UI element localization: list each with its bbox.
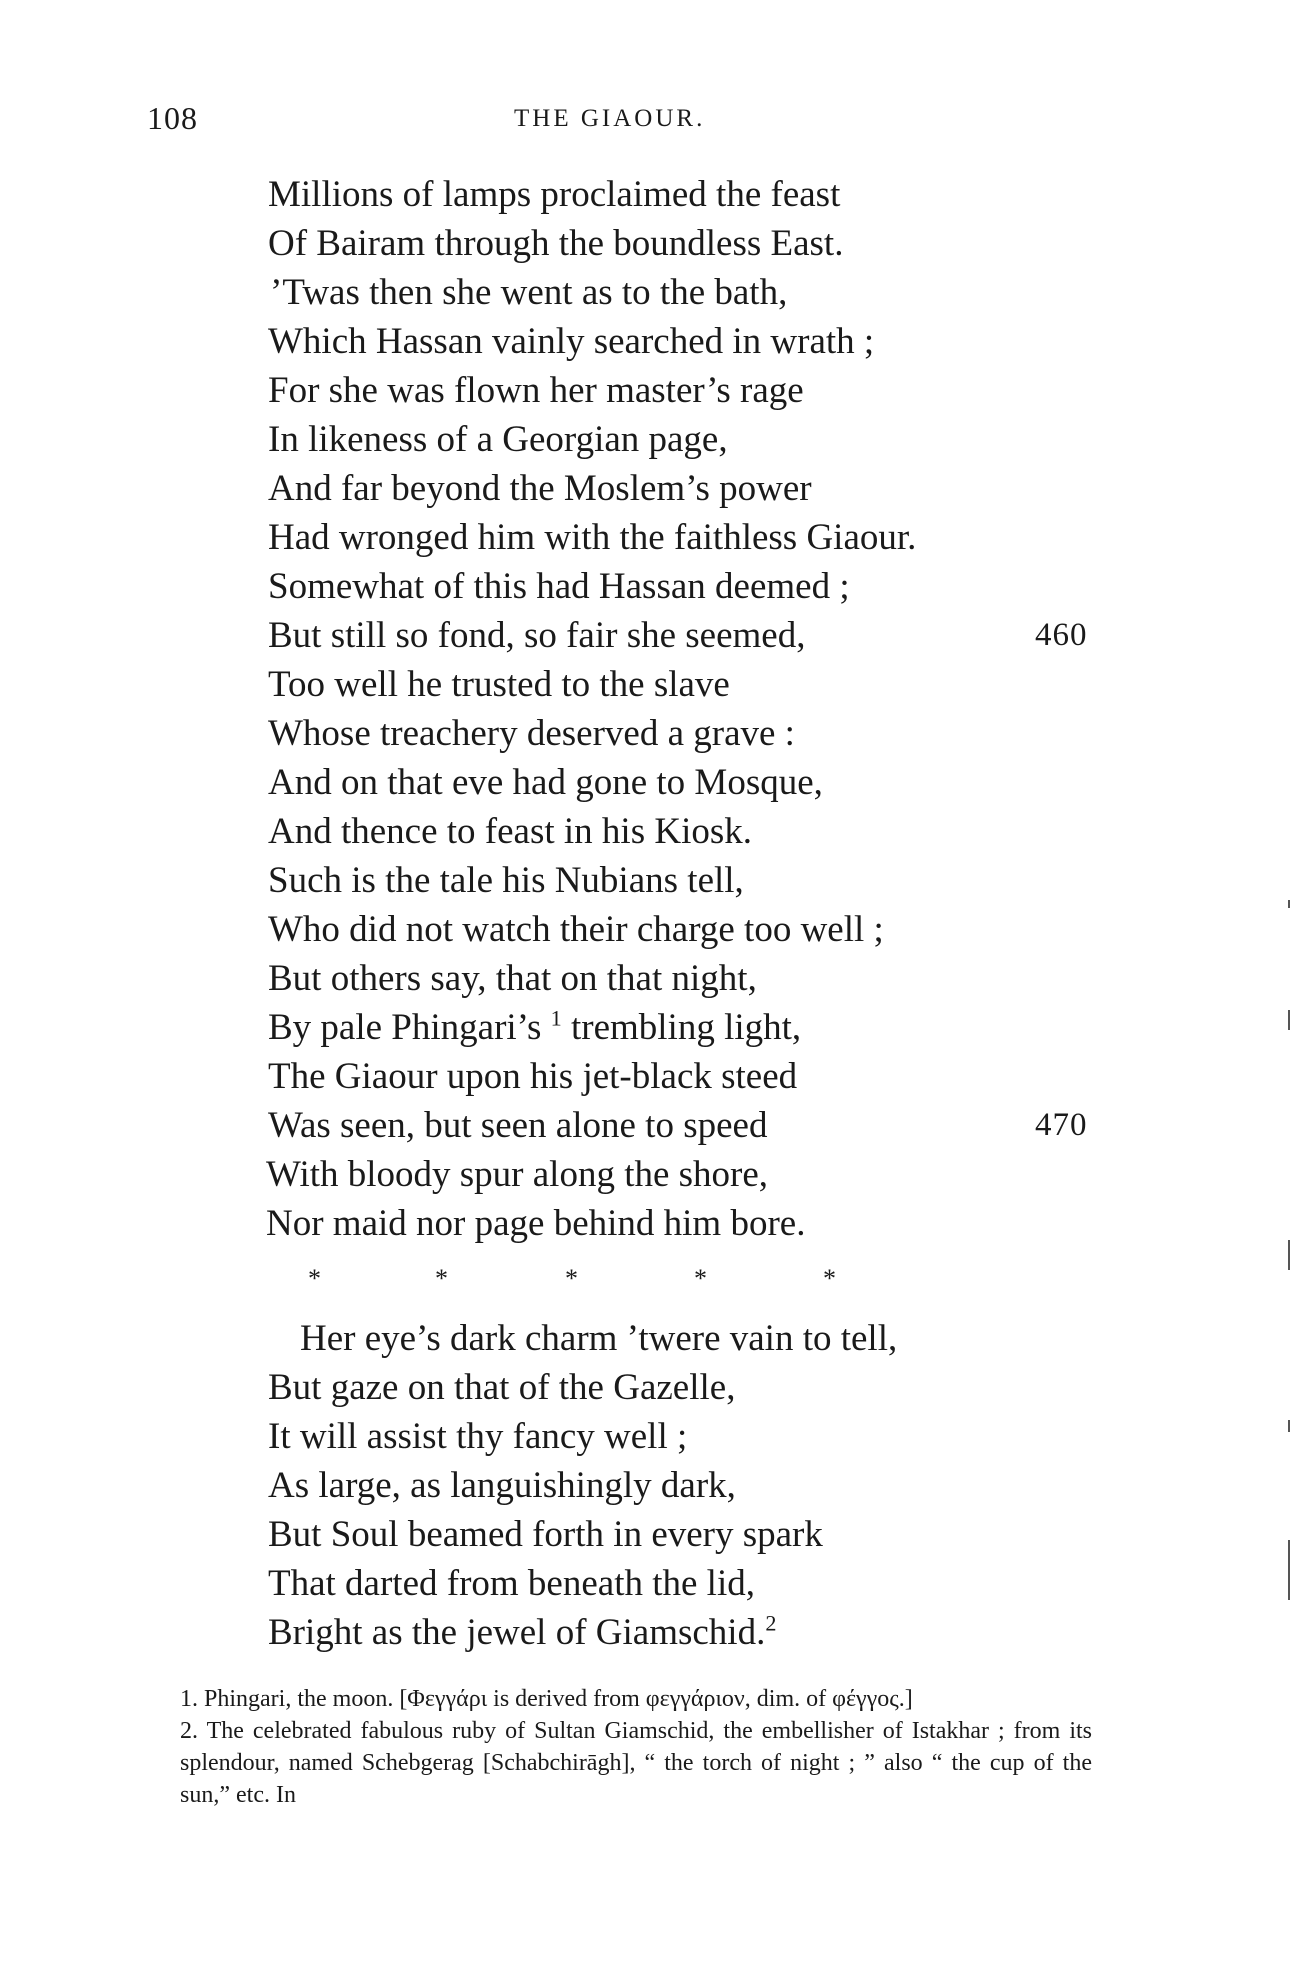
verse-text: But Soul beamed forth in every spark [268, 1514, 823, 1555]
verse-text-wrapper [268, 1363, 735, 1412]
asterisk: * [308, 1264, 321, 1293]
verse-line [268, 1559, 1168, 1608]
verse-line [268, 758, 1168, 807]
asterism-separator [268, 1248, 1168, 1310]
footnote-number: 1. [180, 1686, 198, 1712]
verse-line [268, 219, 1168, 268]
verse-text: But others say, that on that night, [268, 958, 757, 999]
verse-text: Of Bairam through the boundless East. [268, 223, 844, 264]
scan-mark [1288, 900, 1290, 908]
verse-text: Whose treachery deserved a grave : [268, 713, 795, 754]
verse-text: Millions of lamps proclaimed the feast [268, 174, 841, 215]
verse-line [268, 317, 1168, 366]
stanza-2 [268, 1314, 1168, 1657]
asterisk: * [435, 1264, 448, 1293]
verse-text: In likeness of a Georgian page, [268, 419, 728, 460]
verse-text: Somewhat of this had Hassan deemed ; [268, 566, 850, 607]
verse-line [268, 513, 1168, 562]
verse-text: Had wronged him with the faithless Giaour. [268, 517, 917, 558]
verse-line [268, 954, 1168, 1003]
footnote-2 [180, 1715, 1092, 1811]
footnote-1 [180, 1683, 1092, 1715]
verse-text: Such is the tale his Nubians tell, [268, 860, 744, 901]
stanza-1 [268, 170, 1168, 1248]
verse-text-wrapper [268, 1510, 823, 1559]
verse-text: And thence to feast in his Kiosk. [268, 811, 752, 852]
verse-text: Which Hassan vainly searched in wrath ; [268, 321, 875, 362]
scan-mark [1288, 1420, 1290, 1432]
line-number: 470 [1035, 1107, 1088, 1143]
verse-line [268, 1052, 1168, 1101]
footnote-text: Phingari, the moon. [Φεγγάρι is derived from φεγγάριον, dim. of φέγγος.] [204, 1686, 913, 1712]
verse-line [268, 1461, 1168, 1510]
verse-text-wrapper [268, 1412, 687, 1461]
verse-text-wrapper [268, 1461, 736, 1510]
verse-line [268, 415, 1168, 464]
verse-line [268, 366, 1168, 415]
line-number: 460 [1035, 617, 1088, 653]
page-header [0, 100, 1302, 140]
scan-mark [1288, 1240, 1290, 1270]
verse-text-wrapper [268, 1003, 801, 1052]
verse-line [268, 464, 1168, 513]
verse-line [268, 905, 1168, 954]
footnote-number: 2. [180, 1718, 198, 1744]
asterisk: * [565, 1264, 578, 1293]
verse-line [268, 1510, 1168, 1559]
verse-text: Her eye’s dark charm ’twere vain to tell, [300, 1318, 898, 1359]
footnote-ref[interactable]: 2 [765, 1610, 777, 1636]
verse-line [268, 170, 1168, 219]
verse-text: trembling light, [561, 1007, 802, 1048]
verse-text: But gaze on that of the Gazelle, [268, 1367, 736, 1408]
verse-text: The Giaour upon his jet-black steed [268, 1056, 798, 1097]
verse-text: For she was flown her master’s rage [268, 370, 804, 411]
verse-text: Was seen, but seen alone to speed [268, 1105, 768, 1146]
verse-text: With bloody spur along the shore, [266, 1154, 769, 1195]
verse-line [268, 660, 1168, 709]
verse-text: But still so fond, so fair she seemed, [268, 615, 806, 656]
verse-line [268, 807, 1168, 856]
asterisk: * [823, 1264, 836, 1293]
verse-line [268, 1314, 1168, 1363]
verse-line [268, 562, 1168, 611]
footnote-text: The celebrated fabulous ruby of Sultan Giamschid, the embellisher of Istakhar ; from its splendour, named Schebgerag [Schabchirāgh], “ the torch of night ; ” also “ the cup of the sun,” etc. In [180, 1718, 1092, 1808]
verse-text: ’Twas then she went as to the bath, [270, 272, 788, 313]
verse-text-wrapper [300, 1314, 897, 1363]
verse-text: Bright as the jewel of Giamschid. [268, 1612, 766, 1653]
asterisk: * [694, 1264, 707, 1293]
verse-line [268, 1608, 1168, 1657]
verse-line [268, 1363, 1168, 1412]
scan-mark [1288, 1540, 1290, 1600]
verse-line [268, 611, 1168, 660]
running-title: THE GIAOUR. [514, 105, 706, 132]
verse-line [268, 1150, 1168, 1199]
verse-text: And far beyond the Moslem’s power [268, 468, 812, 509]
verse-line [268, 1199, 1168, 1248]
scan-margin-marks [1288, 900, 1292, 1620]
verse-text: Who did not watch their charge too well ; [268, 909, 884, 950]
verse-line [268, 1412, 1168, 1461]
verse-line [268, 709, 1168, 758]
footnote-ref[interactable]: 1 [550, 1005, 562, 1031]
verse-text: That darted from beneath the lid, [268, 1563, 755, 1604]
verse-text: By pale Phingari’s [268, 1007, 542, 1048]
verse-text: And on that eve had gone to Mosque, [268, 762, 823, 803]
verse-line [268, 1101, 1168, 1150]
page-number: 108 [147, 100, 198, 136]
verse-text: As large, as languishingly dark, [268, 1465, 736, 1506]
verse-text: It will assist thy fancy well ; [268, 1416, 688, 1457]
scan-mark [1288, 1010, 1290, 1030]
verse-line [268, 856, 1168, 905]
verse-text: Nor maid nor page behind him bore. [266, 1203, 806, 1244]
verse-line [268, 268, 1168, 317]
verse-line [268, 1003, 1168, 1052]
verse-text-wrapper [268, 1608, 776, 1657]
verse-text-wrapper [268, 1559, 755, 1608]
poem [268, 170, 1168, 1657]
verse-text: Too well he trusted to the slave [268, 664, 730, 705]
footnotes [180, 1683, 1092, 1811]
